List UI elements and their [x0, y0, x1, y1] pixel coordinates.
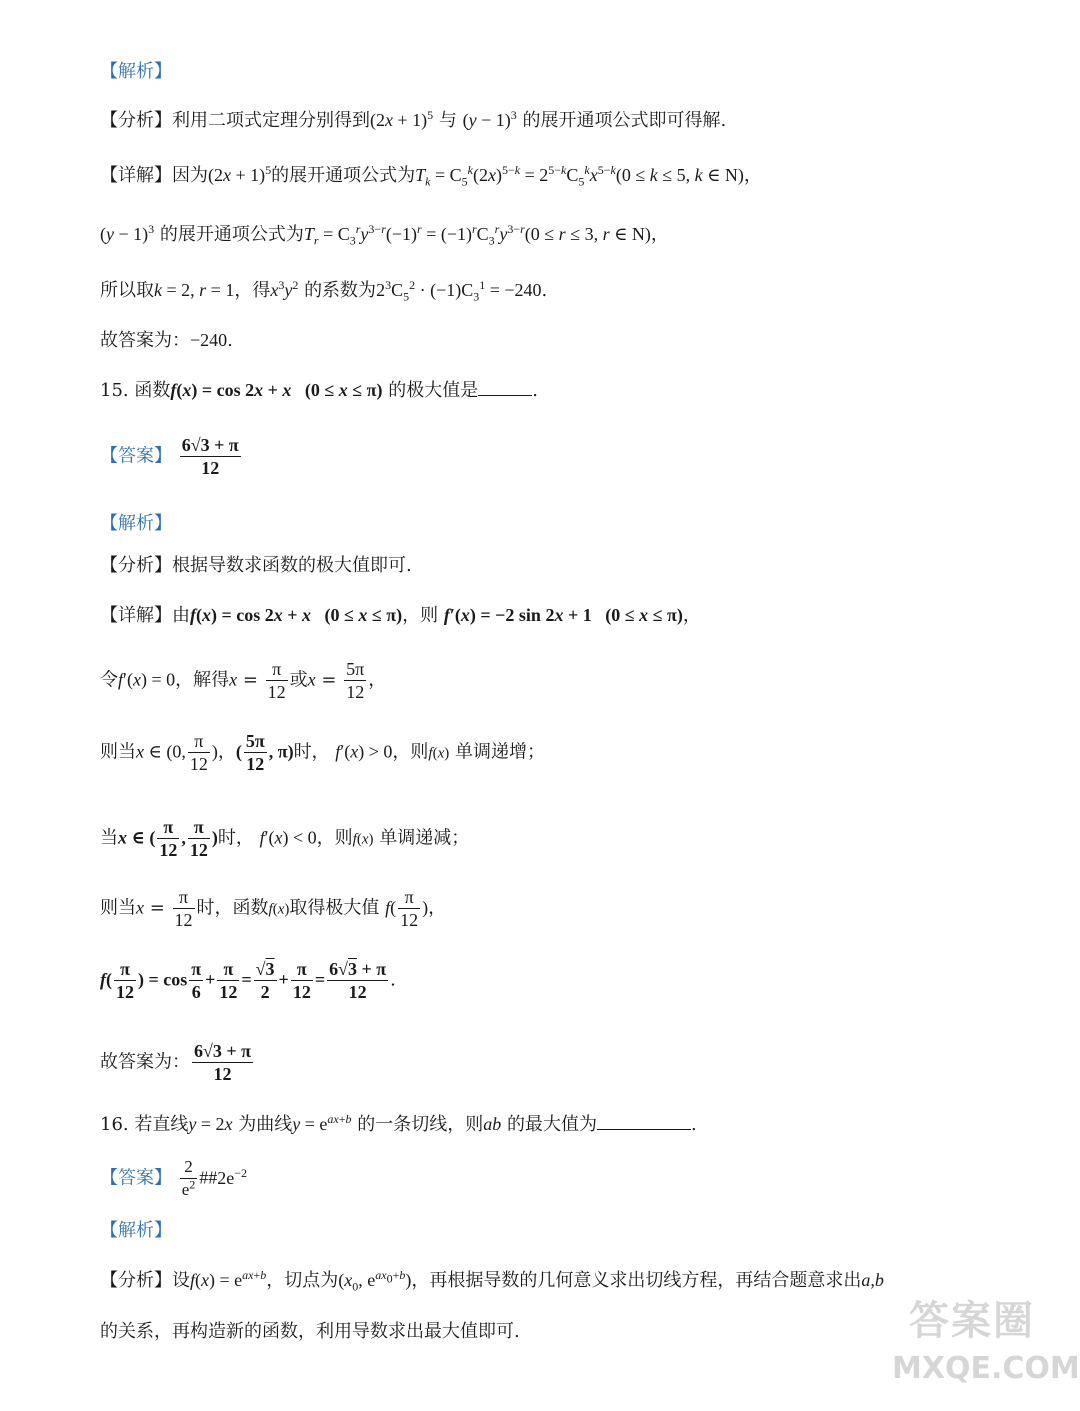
fraction: $\frac{\pi}{12}$: [159, 817, 178, 860]
fraction: $\frac{\pi}{12}$: [292, 959, 311, 1002]
fraction: $\frac{6√3 + \pi}{12}$: [329, 959, 387, 1002]
q16-answer: 【答案】 $\frac{2}{e^2}$ $\#\#2e^{-2}$: [100, 1157, 248, 1199]
math-expr: f′(x) < 0: [259, 827, 317, 848]
question-number: 16.: [100, 1114, 135, 1135]
jiexi-heading-1: 【解析】: [100, 61, 172, 82]
answer-label: 【答案】: [100, 1167, 172, 1189]
math-expr: $(2x + 1)^5$: [370, 108, 434, 130]
fraction: $\frac{\pi}{6}$: [191, 959, 202, 1002]
fraction: $\frac{\pi}{12}$: [219, 959, 238, 1002]
detail-label: 【详解】: [100, 165, 172, 186]
q16-analysis-line-2: 的关系，再构造新的函数，利用导数求出最大值即可.: [100, 1321, 520, 1342]
math-expr: f′(x) = 0: [118, 669, 176, 690]
math-expr: $x^3y^2$: [270, 278, 299, 300]
math-expr: $T_r = C_3^ry^{3-r}(-1)^r = (-1)^rC_3^ry^{3-r}(0 \le r \le 3$, r ∈ N): [303, 222, 651, 248]
fraction: $\frac{\pi}{12}$: [400, 887, 419, 930]
fraction: $\frac{\pi}{12}$: [189, 731, 208, 774]
q15-stem: 15. 函数f(x) = cos 2x + x (0 ≤ x ≤ π) 的极大值是 .: [100, 380, 538, 401]
fraction: $\frac{\pi}{12}$: [267, 659, 286, 702]
q15-detail-line-1: 【详解】由f(x) = cos 2x + x (0 ≤ x ≤ π)，则 f′(x) = −2 sin 2x + 1 (0 ≤ x ≤ π)，: [100, 605, 701, 626]
math-expr: ($x_0$, $e^{ax_0+b}$): [338, 1268, 412, 1294]
jiexi-heading-3: 【解析】: [100, 1220, 172, 1241]
math-expr: $T_k = C_5^k(2x)^{5-k} = 2^{5-k}C_5^kx^{5-k}(0 \le k \le 5$, k ∈ N): [415, 163, 744, 189]
math-expr: $2^3C_5^2 \cdot (-1)C_3^1 = -240$: [376, 278, 542, 304]
math-expr: k = 2, r = 1: [154, 280, 235, 300]
answer-label: 【答案】: [100, 445, 172, 467]
math-expr: $f(x) = e^{ax+b}$: [190, 1268, 267, 1290]
math-expr: f(x) = cos 2x + x (0 ≤ x ≤ π): [190, 605, 403, 625]
p14-detail-line-1: 【详解】因为$(2x + 1)^5$的展开通项公式为$T_k = C_5^k(2x)^{5-k} = 2^{5-k}C_5^kx^{5-k}(0 \le k \le 5$, k ∈ N)，: [100, 163, 762, 189]
answer-blank: [478, 395, 532, 396]
q15-final-answer: 故答案为： $\frac{6√3 + \pi}{12}$: [100, 1041, 251, 1084]
watermark-logo: 答案圈 MXQE.COM: [892, 1298, 1080, 1386]
fraction: $\frac{√3}{2}$: [255, 959, 275, 1002]
jiexi-heading-2: 【解析】: [100, 513, 172, 534]
answer-fraction: $\frac{2}{e^2}$: [181, 1157, 196, 1199]
p14-final-answer: 故答案为：−240.: [100, 330, 233, 351]
detail-label: 【详解】: [100, 605, 172, 626]
math-expr: f′(x) = −2 sin 2x + 1 (0 ≤ x ≤ π): [443, 605, 683, 625]
math-expr: $(y - 1)^3$: [462, 108, 517, 130]
math-expr: $(2x + 1)^5$: [208, 163, 272, 185]
q15-analysis: 【分析】根据导数求函数的极大值即可.: [100, 555, 412, 576]
p14-analysis-line: 【分析】利用二项式定理分别得到$(2x + 1)^5$ 与 $(y - 1)^3$ 的展开通项公式即可得解.: [100, 108, 727, 131]
analysis-label: 【分析】: [100, 1270, 172, 1291]
fraction: $\frac{\pi}{12}$: [174, 887, 193, 930]
fraction: $\frac{\pi}{12}$: [189, 817, 208, 860]
answer-fraction: $\frac{6√3 + \pi}{12}$: [194, 1041, 251, 1084]
q15-detail-line-6: f( $\frac{\pi}{12}$ ) = cos $\frac{\pi}{6}$ + $\frac{\pi}{12}$ = $\frac{√3}{2}$ + $\frac{\pi}{12}$ = $\frac{6√3 + \pi}{12}$ .: [100, 959, 396, 1002]
math-expr: f′(x) > 0: [335, 741, 393, 762]
math-expr: $y = e^{ax+b}$: [292, 1112, 352, 1134]
answer-fraction: $\frac{6√3 + \pi}{12}$: [181, 435, 239, 478]
question-number: 15.: [100, 380, 135, 401]
q15-detail-line-2: 令f′(x) = 0，解得x = $\frac{\pi}{12}$ 或x = $\frac{5\pi}{12}$ ，: [100, 659, 387, 702]
fraction: $\frac{5\pi}{12}$: [346, 659, 365, 702]
p14-detail-line-2: $(y - 1)^3$ 的展开通项公式为$T_r = C_3^ry^{3-r}(-1)^r = (-1)^rC_3^ry^{3-r}(0 \le r \le 3$, r ∈ N)，: [100, 222, 669, 248]
math-expr: $(y - 1)^3$: [100, 222, 155, 244]
q15-answer: [100, 434, 1040, 479]
q16-stem: 16. 若直线y = 2x 为曲线$y = e^{ax+b}$ 的一条切线，则ab 的最大值为 .: [100, 1112, 697, 1135]
fraction: $\frac{5\pi}{12}$: [245, 731, 265, 774]
p14-detail-line-3: 所以取k = 2, r = 1，得$x^3y^2$ 的系数为$2^3C_5^2 \cdot (-1)C_3^1 = -240$.: [100, 278, 548, 304]
math-expr: y = 2x: [188, 1114, 233, 1134]
q15-detail-line-4: 当x ∈ ( $\frac{\pi}{12}$ , $\frac{\pi}{12}$ )时， f′(x) < 0，则f(x) 单调递减；: [100, 817, 470, 860]
math-expr: f(x) = cos 2x + x (0 ≤ x ≤ π): [170, 380, 383, 400]
analysis-label: 【分析】: [100, 110, 172, 131]
math-expr: $2e^{-2}$: [217, 1165, 248, 1188]
q15-detail-line-5: 则当x = $\frac{\pi}{12}$ 时，函数f(x)取得极大值 f( $\frac{\pi}{12}$ )，: [100, 887, 447, 930]
q16-analysis-line-1: 【分析】设$f(x) = e^{ax+b}$，切点为($x_0$, $e^{ax_0+b}$)，再根据导数的几何意义求出切线方程，再结合题意求出a,b: [100, 1268, 884, 1294]
answer-blank: [597, 1129, 691, 1130]
fraction: $\frac{\pi}{12}$: [116, 959, 134, 1002]
q15-detail-line-3: 则当x ∈ (0, $\frac{\pi}{12}$ )，( $\frac{5\pi}{12}$ , π)时， f′(x) > 0，则f(x) 单调递增；: [100, 731, 545, 774]
analysis-label: 【分析】: [100, 555, 172, 576]
